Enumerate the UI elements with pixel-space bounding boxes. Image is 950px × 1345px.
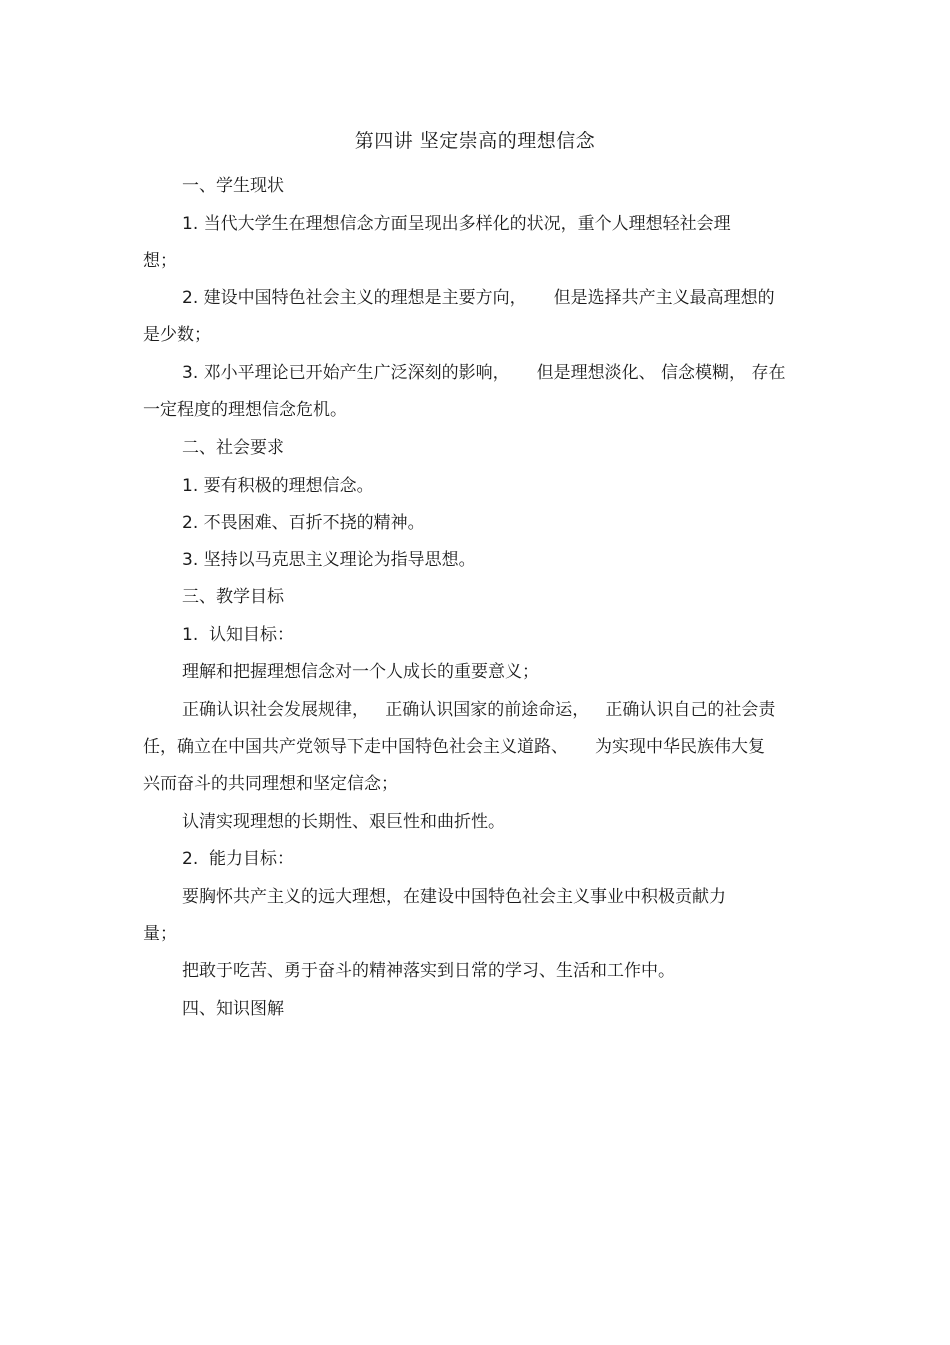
paragraph-line: 要胸怀共产主义的远大理想，在建设中国特色社会主义事业中积极贡献力 [182,887,726,907]
section-heading-teaching-goals: 三、教学目标 [182,587,284,607]
paragraph-line: 理解和把握理想信念对一个人成长的重要意义； [182,662,539,682]
section-heading-social-requirements: 二、社会要求 [182,438,284,458]
paragraph-line: 一定程度的理想信念危机。 [143,400,347,420]
paragraph-line: 把敢于吃苦、勇于奋斗的精神落实到日常的学习、生活和工作中。 [182,961,675,981]
paragraph-line: 是少数； [143,325,211,345]
paragraph-line: 1. 当代大学生在理想信念方面呈现出多样化的状况，重个人理想轻社会理 [182,214,731,234]
paragraph-line: 认清实现理想的长期性、艰巨性和曲折性。 [182,812,505,832]
section-heading-knowledge-diagram: 四、知识图解 [182,999,284,1019]
paragraph-line: 3. 邓小平理论已开始产生广泛深刻的影响， 但是理想淡化、 信念模糊， 存在 [182,363,786,383]
paragraph-line: 量； [143,924,177,944]
list-item: 1. 要有积极的理想信念。 [182,476,374,496]
list-item: 3. 坚持以马克思主义理论为指导思想。 [182,550,476,570]
subheading-cognitive-goals: 1. 认知目标： [182,625,295,645]
list-item: 2. 不畏困难、百折不挠的精神。 [182,513,425,533]
paragraph-line: 兴而奋斗的共同理想和坚定信念； [143,774,398,794]
paragraph-line: 正确认识社会发展规律， 正确认识国家的前途命运， 正确认识自己的社会责 [182,700,776,720]
paragraph-line: 2. 建设中国特色社会主义的理想是主要方向， 但是选择共产主义最高理想的 [182,288,775,308]
subheading-ability-goals: 2. 能力目标： [182,849,295,869]
section-heading-student-status: 一、学生现状 [182,176,284,196]
paragraph-line: 任，确立在中国共产党领导下走中国特色社会主义道路、 为实现中华民族伟大复 [143,737,766,757]
page-title: 第四讲 坚定崇高的理想信念 [354,130,596,152]
paragraph-line: 想； [143,251,177,271]
